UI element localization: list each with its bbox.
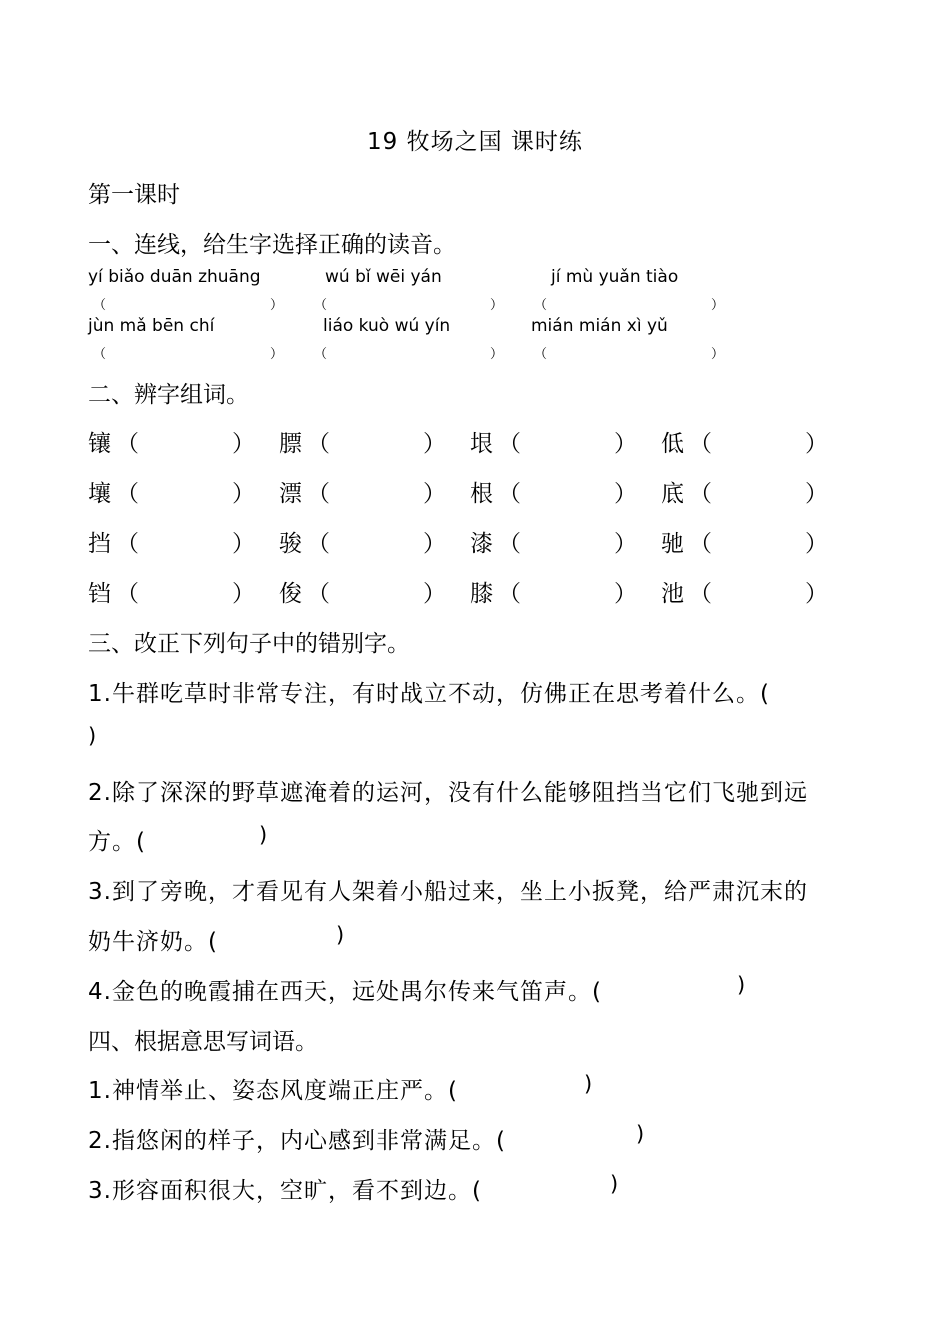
page-title: 19 牧场之国 课时练 bbox=[367, 129, 583, 155]
word-char: 俊 bbox=[279, 581, 302, 607]
paren-open: （ bbox=[307, 481, 330, 507]
paren-close: ） bbox=[232, 581, 255, 607]
word-char: 漆 bbox=[470, 531, 493, 557]
paren-close: ） bbox=[711, 347, 725, 362]
paren-close: ） bbox=[490, 298, 504, 313]
answer-paren-close: ) bbox=[336, 923, 345, 947]
paren-open: （ bbox=[498, 431, 521, 457]
answer-paren-close: ) bbox=[737, 973, 746, 997]
paren-open: （ bbox=[93, 298, 107, 313]
pinyin-1-2: wú bǐ wēi yán bbox=[325, 267, 442, 287]
paren-open: （ bbox=[498, 481, 521, 507]
answer-paren-close: ) bbox=[610, 1172, 619, 1196]
paren-open: （ bbox=[116, 531, 139, 557]
answer-paren-close: ) bbox=[584, 1072, 593, 1096]
word-char: 骏 bbox=[279, 531, 302, 557]
question-line: 4.金色的晚霞捕在西天，远处禺尔传来气笛声。( bbox=[88, 979, 602, 1005]
paren-close: ） bbox=[614, 431, 637, 457]
word-char: 底 bbox=[661, 481, 684, 507]
word-char: 膝 bbox=[470, 581, 493, 607]
pinyin-1-1: yí biǎo duān zhuāng bbox=[88, 267, 261, 287]
question-line: 3.到了旁晚，才看见有人架着小船过来，坐上小扳凳，给严肃沉末的 bbox=[88, 879, 808, 905]
paren-open: （ bbox=[534, 347, 548, 362]
answer-paren-close: ) bbox=[259, 823, 268, 847]
pinyin-2-1: jùn mǎ bēn chí bbox=[88, 316, 215, 336]
word-char: 镶 bbox=[88, 431, 111, 457]
paren-open: （ bbox=[116, 481, 139, 507]
paren-close: ） bbox=[232, 431, 255, 457]
paren-close: ） bbox=[232, 481, 255, 507]
paren-open: （ bbox=[307, 531, 330, 557]
question-line: 2.指悠闲的样子，内心感到非常满足。( bbox=[88, 1128, 506, 1154]
answer-paren-close: ) bbox=[88, 724, 97, 748]
paren-open: （ bbox=[498, 531, 521, 557]
paren-open: （ bbox=[307, 581, 330, 607]
pinyin-2-3: mián mián xì yǔ bbox=[531, 316, 668, 336]
paren-close: ） bbox=[711, 298, 725, 313]
paren-close: ） bbox=[423, 531, 446, 557]
paren-close: ） bbox=[805, 581, 828, 607]
section2-heading: 二、辨字组词。 bbox=[88, 382, 249, 408]
paren-close: ） bbox=[805, 431, 828, 457]
paren-close: ） bbox=[270, 298, 284, 313]
pinyin-2-2: liáo kuò wú yín bbox=[323, 316, 451, 336]
paren-close: ） bbox=[423, 581, 446, 607]
paren-open: （ bbox=[314, 347, 328, 362]
paren-close: ） bbox=[270, 347, 284, 362]
word-char: 根 bbox=[470, 481, 493, 507]
paren-close: ） bbox=[805, 531, 828, 557]
paren-open: （ bbox=[93, 347, 107, 362]
word-char: 漂 bbox=[279, 481, 302, 507]
word-char: 垠 bbox=[470, 431, 493, 457]
paren-open: （ bbox=[307, 431, 330, 457]
word-char: 壤 bbox=[88, 481, 111, 507]
answer-paren-close: ) bbox=[636, 1122, 645, 1146]
lesson-label: 第一课时 bbox=[88, 182, 180, 208]
word-char: 铛 bbox=[88, 581, 111, 607]
question-line: 1.神情举止、姿态风度端正庄严。( bbox=[88, 1078, 458, 1104]
paren-open: （ bbox=[314, 298, 328, 313]
word-char: 驰 bbox=[661, 531, 684, 557]
paren-open: （ bbox=[689, 481, 712, 507]
section4-heading: 四、根据意思写词语。 bbox=[88, 1029, 318, 1055]
paren-close: ） bbox=[614, 581, 637, 607]
paren-open: （ bbox=[116, 581, 139, 607]
section1-heading: 一、连线，给生字选择正确的读音。 bbox=[88, 232, 456, 258]
paren-close: ） bbox=[490, 347, 504, 362]
word-char: 挡 bbox=[88, 531, 111, 557]
question-line: 方。( bbox=[88, 829, 146, 855]
word-char: 池 bbox=[661, 581, 684, 607]
paren-close: ） bbox=[423, 481, 446, 507]
paren-close: ） bbox=[614, 481, 637, 507]
paren-close: ） bbox=[423, 431, 446, 457]
word-char: 膘 bbox=[279, 431, 302, 457]
question-line: 奶牛济奶。( bbox=[88, 929, 218, 955]
paren-open: （ bbox=[534, 298, 548, 313]
paren-open: （ bbox=[689, 531, 712, 557]
section3-heading: 三、改正下列句子中的错别字。 bbox=[88, 631, 410, 657]
paren-open: （ bbox=[689, 581, 712, 607]
paren-open: （ bbox=[498, 581, 521, 607]
question-line: 2.除了深深的野草遮淹着的运河，没有什么能够阻挡当它们飞驰到远 bbox=[88, 780, 808, 806]
paren-close: ） bbox=[614, 531, 637, 557]
word-char: 低 bbox=[661, 431, 684, 457]
question-line: 1.牛群吃草时非常专注，有时战立不动，仿佛正在思考着什么。( bbox=[88, 681, 770, 707]
paren-open: （ bbox=[116, 431, 139, 457]
paren-close: ） bbox=[232, 531, 255, 557]
pinyin-1-3: jí mù yuǎn tiào bbox=[551, 267, 679, 287]
paren-open: （ bbox=[689, 431, 712, 457]
question-line: 3.形容面积很大，空旷，看不到边。( bbox=[88, 1178, 482, 1204]
paren-close: ） bbox=[805, 481, 828, 507]
